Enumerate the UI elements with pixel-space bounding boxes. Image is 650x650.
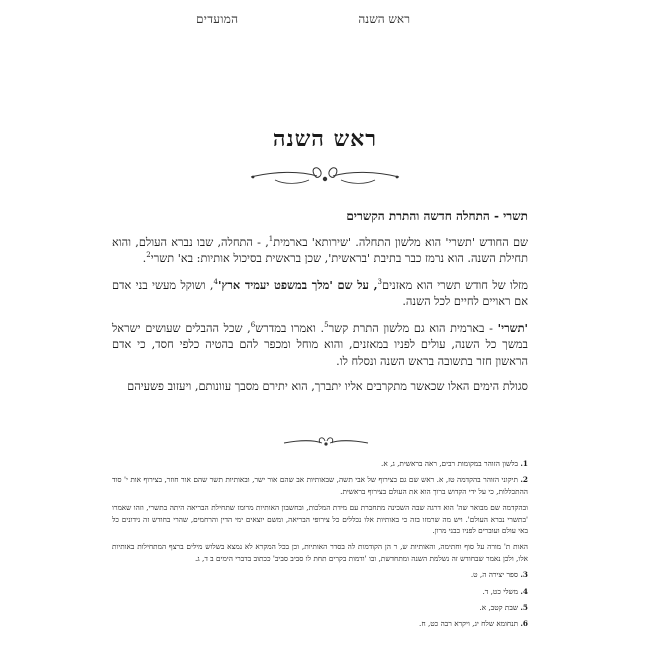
running-header [196, 10, 410, 28]
main-text [112, 208, 528, 405]
footnote-ref: 4 [213, 277, 218, 286]
footnote-text: האות ת' מורה על סוף וחתימה, והאותיות ש, ר הן הקודמות לה בסדר האותיות, וכן בכל המקרא לא נמצא בשלוש מילים ברצף המתחילות באותיות אלו, ולכן נאמר שבחודש זה נשלמת השנה ומתחדשת, ובו 'ודמות בקרים תחת לו סביב סביב' ככתוב בדברי הימים ב ד, ג. [112, 542, 528, 563]
footnote-ref: 2 [146, 251, 151, 260]
text-run: , ושוקל מעשי בני אדם אם ראויים לחיים לכל השנה. [112, 278, 528, 308]
paragraph [112, 277, 528, 311]
footnote-text: שבת קטב, א. [479, 603, 519, 613]
footnote-number: 1. [520, 459, 528, 468]
ornament-separator-icon [280, 434, 372, 450]
paragraph [112, 320, 528, 371]
ornament-divider-icon [245, 163, 405, 189]
running-header-book-title: המועדים [196, 11, 239, 26]
text-run: מזלו של חודש תשרי הוא מאזנים [382, 278, 528, 292]
text-run: , על שם 'מלך במשפט יעמיד ארץ' [218, 277, 378, 292]
footnote [112, 569, 528, 580]
footnote [112, 458, 528, 469]
text-run: . [142, 252, 147, 265]
footnote [112, 618, 528, 629]
text-run: - בארמית הוא גם מלשון התרת קשר [328, 321, 498, 335]
footnote [112, 474, 528, 497]
footnote-text: תנחומא שלח יג, ויקרא רבה כט, ח. [419, 619, 519, 629]
section-heading: תשרי - התחלה חדשה והתרת הקשרים [346, 209, 528, 223]
footnote-number: 4. [520, 586, 528, 596]
footnotes [112, 458, 528, 635]
text-run: סגולת הימים האלו שכאשר מתקרבים אליו יתברך, הוא יתירם מסבך עוונותם, ויעזוב פשעיהם [127, 380, 528, 393]
paragraph [112, 235, 528, 268]
footnote-ref: 6 [250, 320, 256, 329]
text-run: , שכל ההבלים שעושים ישראל במשך כל השנה, עולים לפניו במאזנים, והוא מוחל ומכפר להם בהטיה כלפי חסד, כי אדם הראשון חזר בתשובה בראש השנה ונסלח לו. [112, 321, 528, 368]
footnote-ref: 1 [268, 234, 274, 243]
paragraph [112, 379, 528, 396]
footnote-number: 2. [520, 475, 528, 485]
footnote [112, 602, 528, 613]
footnote-text: ספר יצירה ה, ט. [470, 570, 519, 580]
footnote-text: משלי כט, ד. [482, 586, 519, 596]
text-run: . ואמרו במדרש [255, 321, 325, 335]
footnote-number: 5. [520, 603, 528, 613]
footnote-number: 3. [520, 570, 528, 580]
footnote-ref: 3 [377, 277, 383, 286]
footnote [112, 586, 528, 597]
text-run: , - התחלה, שבו נברא העולם, והוא תחילת השנה. הוא נרמז כבר בתיבת 'בראשית', שכן בראשית בסיכול אותיות: בא' תשרי [112, 235, 528, 265]
footnote-ref: 5 [324, 320, 329, 329]
footnote-text: תיקוני הזוהר בהקדמה טז, א. ראש שם גם בצירוף של אבי תשה, שבאותיות אב שהם אור ישר, ובאותיות תשר שהם אור חוזר, בצירוף אות י' סוד ההתכללות, כי על ידי הקדוש ברוך הוא את העולם בצירוף בראשית. [112, 475, 528, 496]
footnote-text: בלשון הזוהר במקומות רבים, ראה בראשית, ג, א. [381, 459, 519, 468]
chapter-title: ראש השנה [272, 126, 378, 152]
footnote-number: 6. [520, 619, 528, 629]
footnote-text: ובהקדמה שם מבואר שה' הוא דרגה שבה השכינה מתחברת עם מידת המלכות, ובחשבון האותיות מרומז שתחילת הבריאה היתה בתשרי, וזהו שאמרו 'בתשרי נברא העולם'. ויש מה שרמזו בזה כי באותיות אלו נכללים כל צירופי הבריאה, ומשם יוצאים ימי הדין והרחמים, שהרי בחודש זה נידונים כל באי עולם ועוברים לפניו כבני מרון. [112, 503, 528, 536]
text-run: 'תשרי' [497, 320, 528, 335]
running-header-section-title: ראש השנה [358, 11, 410, 26]
footnote [112, 502, 528, 536]
footnote [112, 541, 528, 564]
text-run: שם החודש 'תשרי' הוא מלשון התחלה. 'שירותא' בארמית [273, 235, 528, 249]
